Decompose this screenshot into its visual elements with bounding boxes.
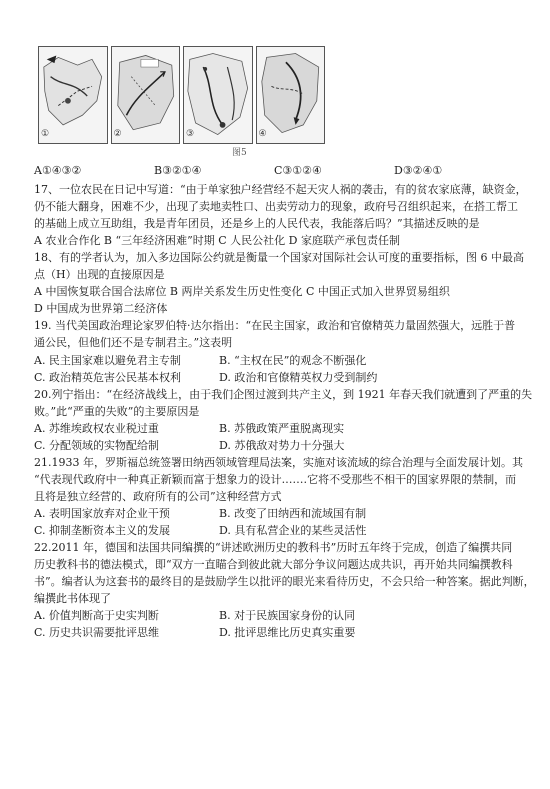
q20-stem-line: 败。”此“严重的失败”的主要原因是 [34,404,200,418]
q22-stem-line: 历史教科书的德法模式，即“双方一直瞄合到彼此就大部分争议问题达成共识，再开始共同编撰教科 [34,558,513,572]
q22-stem-line: 22.2011 年，德国和法国共同编撰的“讲述欧洲历史的教科书”历时五年终于完成，创造了编撰共同 [34,541,513,555]
question-content [34,162,535,641]
q18-stem-line: 点（H）出现的直接原因是 [34,268,165,282]
q21-options-row [34,522,520,539]
figure-label: 图5 [232,148,247,158]
q22-options-row [34,624,520,641]
q21-option-b: B. 改变了田纳西和流域国有制 [219,506,367,520]
q18-options: A 中国恢复联合国合法席位 B 两岸关系发生历史性变化 C 中国正式加入世界贸易组织 [34,285,450,299]
q17-stem-line: 的基础上成立互助组，我是青年团员，还是乡上的人民代表，我能落后吗？”其描述反映的是 [34,217,480,231]
q22-stem-line: 编撰此书体现了 [34,592,111,606]
q16-options [34,162,520,179]
q20-options-row [34,420,520,437]
q19-option-c: C. 政治精英危害公民基本权利 [34,370,182,384]
q19-option-a: A. 民主国家难以避免君主专制 [34,353,181,367]
map-panel-3 [183,46,253,144]
q22-options-row [34,607,520,624]
q16-option-a: A①④③② [34,164,82,177]
q20-option-c: C. 分配领域的实物配给制 [34,438,160,452]
q21-option-a: A. 表明国家放弃对企业干预 [34,506,170,520]
q19-stem-line: 19. 当代美国政治理论家罗伯特·达尔指出：“在民主国家，政治和官僚精英力量固然强大，远胜于普 [34,319,516,333]
map-drawing [257,47,325,143]
q17-options: A 农业合作化 B “三年经济困难”时期 C 人民公社化 D 家庭联产承包责任制 [34,234,400,248]
q21-stem-line: 且将是独立经营的、政府所有的公司”这种经营方式 [34,489,282,503]
q20-option-b: B. 苏俄政策严重脱离现实 [219,421,345,435]
q17-stem-line: 17、一位农民在日记中写道：“由于单家独户经营经不起天灾人祸的袭击，有的贫农家底薄，缺资金， [34,183,527,197]
q22-option-c: C. 历史共识需要批评思维 [34,626,160,640]
q22-stem-line: 书”。编者认为这套书的最终目的是鼓励学生以批评的眼光来看待历史，不会只给一种答案。据此判断， [34,575,535,589]
map-figure-strip [38,46,325,144]
map-panel-2 [111,46,181,144]
map-number: ② [113,129,122,140]
map-number: ③ [186,129,195,140]
q20-options-row [34,437,520,454]
q21-stem-line: “代表现代政府中一种真正新颖而富于想象力的设计.……它将不受那些不相干的国家界限的禁制，而 [34,472,517,486]
q16-option-b: B③②①④ [154,164,202,177]
q21-stem-line: 21.1933 年，罗斯福总统签署田纳西领域管理局法案，实施对该流域的综合治理与全面发展计划。其 [34,455,523,469]
q20-option-d: D. 苏俄敌对势力十分强大 [219,438,345,452]
q18-options: D 中国成为世界第二经济体 [34,302,168,316]
q19-option-b: B. “主权在民”的观念不断强化 [219,353,367,367]
q22-option-a: A. 价值判断高于史实判断 [34,609,159,623]
map-number: ④ [258,129,267,140]
q20-stem-line: 20.列宁指出：“在经济战线上，由于我们企图过渡到共产主义，到 1921 年春天我们就遭到了严重的失 [34,387,533,401]
map-drawing [184,47,252,143]
q17-stem-line: 仍不能大翻身，困难不少，出现了卖地卖牲口、出卖劳动力的现象，政府号召组织起来，在搭工帮工 [34,200,518,214]
q16-option-d: D③②④① [394,164,443,177]
q19-options-row [34,369,520,386]
map-number: ① [41,129,50,140]
q22-option-d: D. 批评思维比历史真实重要 [219,626,356,640]
map-drawing [112,47,180,143]
q21-options-row [34,505,520,522]
q16-option-c: C③①②④ [274,164,322,177]
q21-option-c: C. 抑制垄断资本主义的发展 [34,523,171,537]
q18-stem-line: 18、有的学者认为，加入多边国际公约就是衡量一个国家对国际社会认可度的重要指标，图 6 中最高 [34,251,524,265]
q20-option-a: A. 苏维埃政权农业税过重 [34,421,159,435]
map-panel-1 [38,46,108,144]
map-drawing [39,47,107,143]
q19-option-d: D. 政治和官僚精英权力受到制约 [219,370,378,384]
map-panel-4 [256,46,326,144]
q19-stem-line: 通公民，但他们还不是专制君主。”这表明 [34,336,233,350]
q19-options-row [34,352,520,369]
q21-option-d: D. 具有私营企业的某些灵活性 [219,523,367,537]
q22-option-b: B. 对于民族国家身份的认同 [219,609,356,623]
